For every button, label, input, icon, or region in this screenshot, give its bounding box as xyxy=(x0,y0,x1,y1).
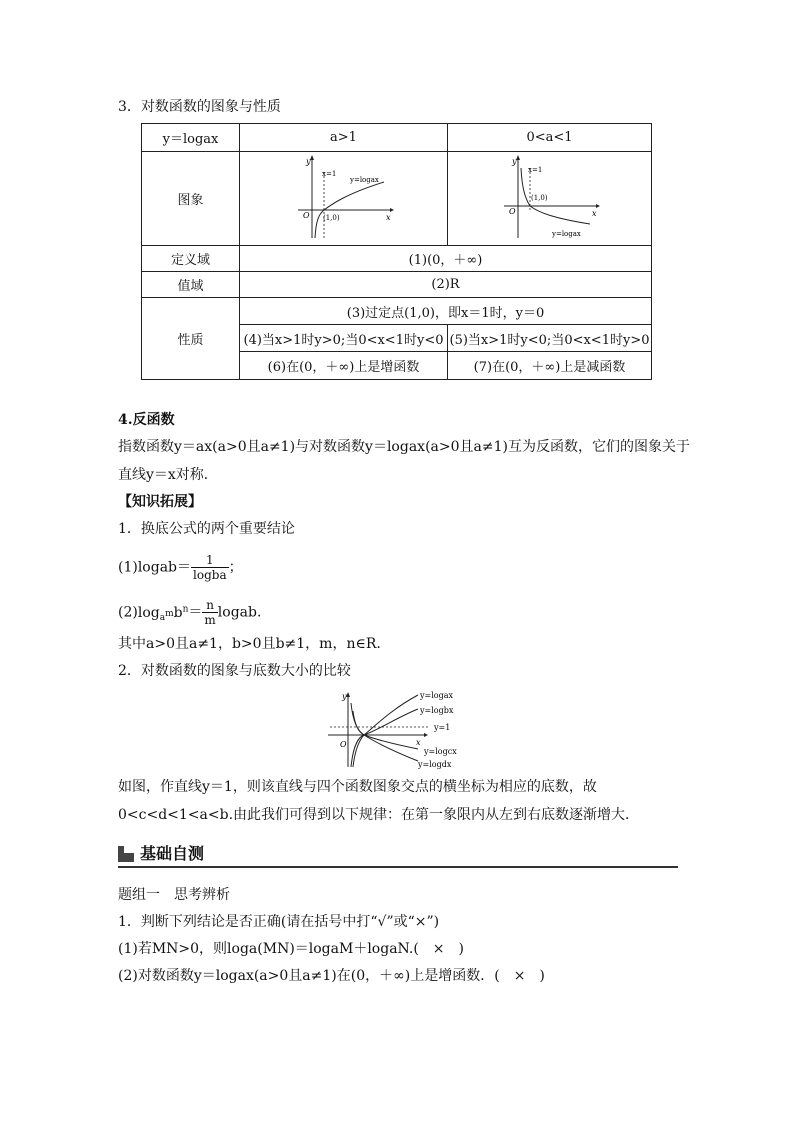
table-graph-row xyxy=(142,152,652,246)
paragraph-line-2: 0<c<d<1<a<b.由此我们可得到以下规律：在第一象限内从左到右底数逐渐增大． xyxy=(118,807,640,823)
table-header-row xyxy=(142,124,652,152)
property-4: (4)当x>1时y>0;当0<x<1时y<0 xyxy=(240,325,448,352)
graph-b-cell xyxy=(448,152,652,246)
formula-2 xyxy=(118,598,261,628)
range-row xyxy=(142,272,652,298)
exercise-question-1: 1．判断下列结论是否正确(请在括号中打“√”或“×”) xyxy=(118,914,440,930)
header-a-between-0-1: 0<a<1 xyxy=(448,124,652,152)
exercise-group-title: 题组一 思考辨析 xyxy=(118,887,230,903)
formula-conditions: 其中a>0且a≠1，b>0且b≠1，m，n∈R. xyxy=(118,636,381,652)
fig2-label-y1: y=1 xyxy=(434,723,451,732)
banner-underline xyxy=(118,866,678,868)
graph-increasing-log xyxy=(294,154,394,240)
exercise-question-1-part-1: (1)若MN>0，则loga(MN)＝logaM＋logaN.( × ) xyxy=(118,941,465,957)
extension-item-1: 1．换底公式的两个重要结论 xyxy=(118,521,295,537)
graph-a-cell xyxy=(240,152,448,246)
graph-decreasing-log xyxy=(500,154,600,240)
extension-title: 【知识拓展】 xyxy=(118,494,202,510)
section-4-line-1: 指数函数y＝ax(a>0且a≠1)与对数函数y＝logax(a>0且a≠1)互为反函数，它们的图象关于 xyxy=(118,439,690,455)
domain-row xyxy=(142,246,652,272)
property-3: (3)过定点(1,0)，即x＝1时，y＝0 xyxy=(240,298,652,325)
banner-square-icon xyxy=(118,846,134,862)
formula-2-tail: logab. xyxy=(217,604,262,621)
fig2-y-axis-label: y xyxy=(342,692,347,701)
formula-2-equals: ＝ xyxy=(188,604,203,621)
banner-title: 基础自测 xyxy=(140,844,205,863)
graph-a-point: (1,0) xyxy=(322,213,340,222)
fig2-label-logc: y=logcx xyxy=(424,747,457,756)
fig2-label-loga: y=logax xyxy=(420,691,453,700)
graph-a-x-axis-label: x xyxy=(385,212,391,222)
property-7: (7)在(0，＋∞)上是减函数 xyxy=(448,352,652,380)
range-label: 值域 xyxy=(142,272,240,298)
fig2-label-logb: y=logbx xyxy=(420,706,454,715)
section-4-title: 4.反函数 xyxy=(118,412,175,428)
section-3-title: 3．对数函数的图象与性质 xyxy=(118,99,281,115)
graph-row-label: 图象 xyxy=(142,152,240,246)
graph-b-x1-label: x=1 xyxy=(527,165,542,174)
graph-b-point: (1,0) xyxy=(530,193,548,202)
formula-1-denominator: logba xyxy=(193,568,227,582)
formula-1-fraction xyxy=(191,553,229,582)
domain-label: 定义域 xyxy=(142,246,240,272)
property-row-3 xyxy=(142,298,652,325)
property-5: (5)当x>1时y<0;当0<x<1时y>0 xyxy=(448,325,652,352)
formula-1-tail: ； xyxy=(228,559,243,576)
properties-label: 性质 xyxy=(142,298,240,380)
header-a-greater-1: a>1 xyxy=(240,124,448,152)
formula-1 xyxy=(118,553,243,582)
fig2-origin: O xyxy=(340,740,347,749)
fig2-x-axis-label: x xyxy=(416,738,421,747)
exercise-question-1-part-2: (2)对数函数y＝logax(a>0且a≠1)在(0，＋∞)上是增函数．( × ) xyxy=(118,968,545,984)
formula-2-denominator: m xyxy=(204,613,216,627)
paragraph-line-1: 如图，作直线y＝1，则该直线与四个函数图象交点的横坐标为相应的底数，故 xyxy=(118,779,597,795)
graph-a-curve-label: y=logax xyxy=(349,175,379,184)
graph-b-origin: O xyxy=(508,206,516,216)
property-6: (6)在(0，＋∞)上是增函数 xyxy=(240,352,448,380)
formula-2-lhs: (2) xyxy=(118,604,138,621)
formula-2-log-expression: $\log_{a^m}b^n$ xyxy=(137,603,189,624)
fig2-label-logd: y=logdx xyxy=(418,760,452,769)
log-function-table xyxy=(141,123,652,380)
range-value: (2)R xyxy=(240,272,652,298)
header-function: y＝logax xyxy=(142,124,240,152)
graph-b-x-axis-label: x xyxy=(591,208,597,218)
section-4-line-2: 直线y＝x对称． xyxy=(118,467,218,483)
graph-a-y-axis-label: y xyxy=(305,156,311,166)
graph-b-curve-label: y=logax xyxy=(551,229,581,238)
formula-2-numerator: n xyxy=(202,598,217,613)
formula-2-fraction xyxy=(202,598,217,627)
graph-b-y-axis-label: y xyxy=(511,156,517,166)
formula-1-numerator: 1 xyxy=(191,553,229,568)
formula-1-lhs: (1)logab＝ xyxy=(118,559,192,576)
extension-item-2: 2．对数函数的图象与底数大小的比较 xyxy=(118,663,351,679)
graph-a-origin: O xyxy=(302,210,310,220)
base-comparison-graph xyxy=(320,689,470,769)
graph-a-x1-label: x=1 xyxy=(321,169,336,178)
domain-value: (1)(0，＋∞) xyxy=(240,246,652,272)
